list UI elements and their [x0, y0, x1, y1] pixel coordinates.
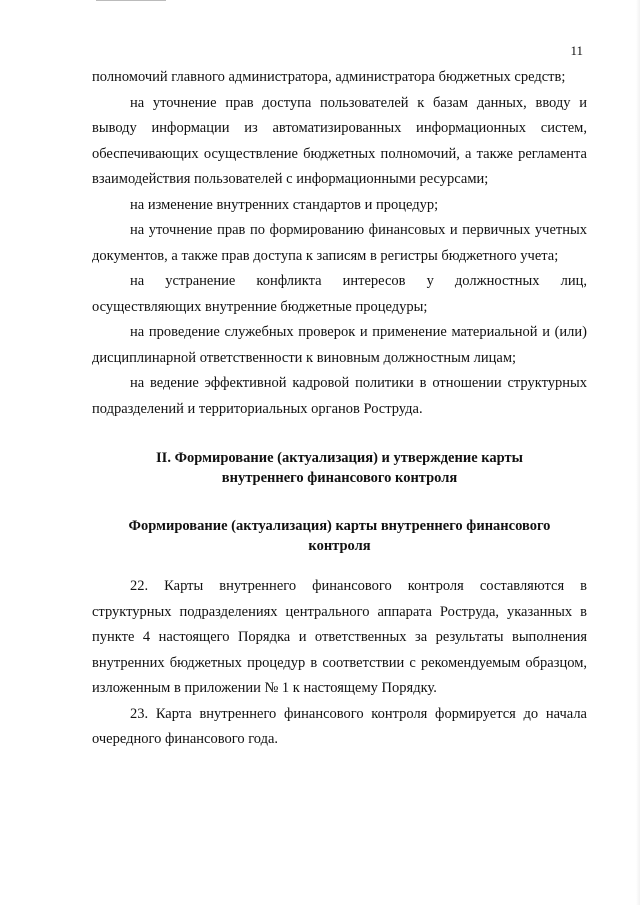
section-heading-line-1: II. Формирование (актуализация) и утверждение карты [156, 450, 523, 466]
paragraph-internal-audits: на проведение служебных проверок и применение материальной и (или) дисциплинарной ответственности к виновным должностным лицам; [92, 324, 587, 366]
section-heading-line-2: внутреннего финансового контроля [221, 470, 458, 486]
paragraph-conflict-of-interest: на устранение конфликта интересов у должностных лиц, осуществляющих внутренние бюджетные процедуры; [92, 273, 587, 315]
paragraph-hr-policy: на ведение эффективной кадровой политики в отношении структурных подразделений и территориальных органов Роструда. [92, 375, 587, 417]
document-body [92, 65, 587, 753]
paragraph-item-22: 22. Карты внутреннего финансового контроля составляются в структурных подразделениях центрального аппарата Роструда, указанных в пункте 4 настоящего Порядка и ответственных за результаты выполнения внутренних бюджетных процедур в соответствии с рекомендуемым образцом, изложенным в приложении № 1 к настоящему Порядку. [92, 578, 587, 696]
paragraph-access-rights: на уточнение прав доступа пользователей к базам данных, вводу и выводу информации из автоматизированных информационных систем, обеспечивающих осуществление бюджетных полномочий, а также регламента взаимодействия пользователей с информационными ресурсами; [92, 94, 587, 187]
page-edge-shadow [636, 0, 640, 905]
paragraph-standards: на изменение внутренних стандартов и процедур; [130, 196, 439, 213]
scan-artifact [96, 0, 166, 5]
subsection-heading [92, 516, 587, 556]
paragraph-accounting-rights: на уточнение прав по формированию финансовых и первичных учетных документов, а также прав доступа к записям в регистры бюджетного учета; [92, 222, 587, 264]
subsection-heading-line-1: Формирование (актуализация) карты внутреннего финансового [128, 518, 551, 534]
subsection-heading-line-2: контроля [308, 538, 371, 554]
paragraph-item-23: 23. Карта внутреннего финансового контроля формируется до начала очередного финансового года. [92, 705, 587, 747]
page-number: 11 [570, 43, 583, 58]
paragraph-continuation: полномочий главного администратора, администратора бюджетных средств; [92, 69, 566, 85]
section-heading [92, 448, 587, 488]
